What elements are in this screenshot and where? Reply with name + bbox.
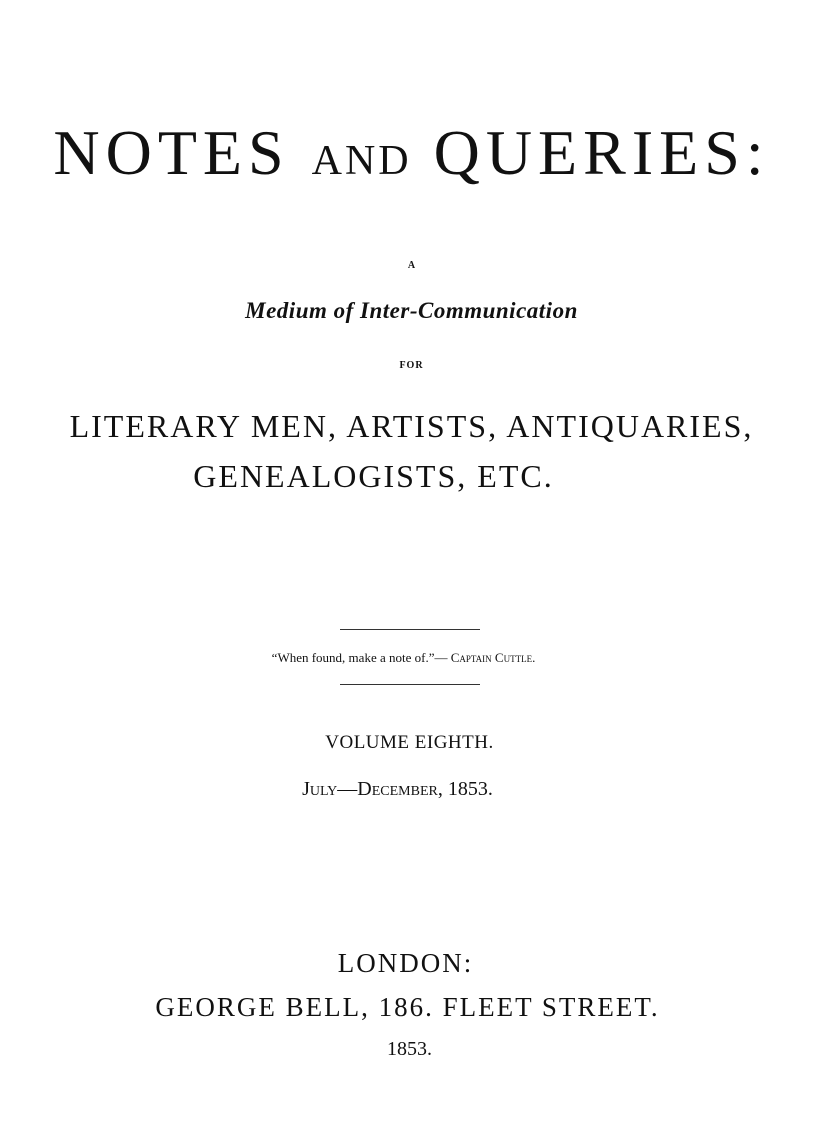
date-range-year: 1853. [447,778,493,800]
rule-bottom [340,684,480,685]
date-range-months: July—December, [302,778,443,800]
motto [0,650,815,666]
imprint-year: 1853. [387,1038,432,1060]
medium-subtitle: Medium of Inter-Communication [245,298,578,323]
volume-label: VOLUME EIGHTH. [325,732,494,753]
motto-attribution: Captain Cuttle. [450,650,536,665]
audience-line-1: LITERARY MEN, ARTISTS, ANTIQUARIES, [69,408,754,444]
date-range [0,778,809,801]
imprint-publisher: GEORGE BELL, 186. FLEET STREET. [155,992,660,1022]
rule-top [340,629,480,630]
title-queries: QUERIES: [433,117,770,188]
audience-line-2: GENEALOGISTS, ETC. [193,458,554,494]
journal-title [0,118,823,196]
article-a: A [407,260,416,271]
title-and: AND [311,138,412,184]
for-label: FOR [399,360,424,371]
motto-quote: “When found, make a note of.”— [271,650,448,665]
imprint-place: LONDON: [337,948,474,978]
title-notes: NOTES [53,117,290,188]
